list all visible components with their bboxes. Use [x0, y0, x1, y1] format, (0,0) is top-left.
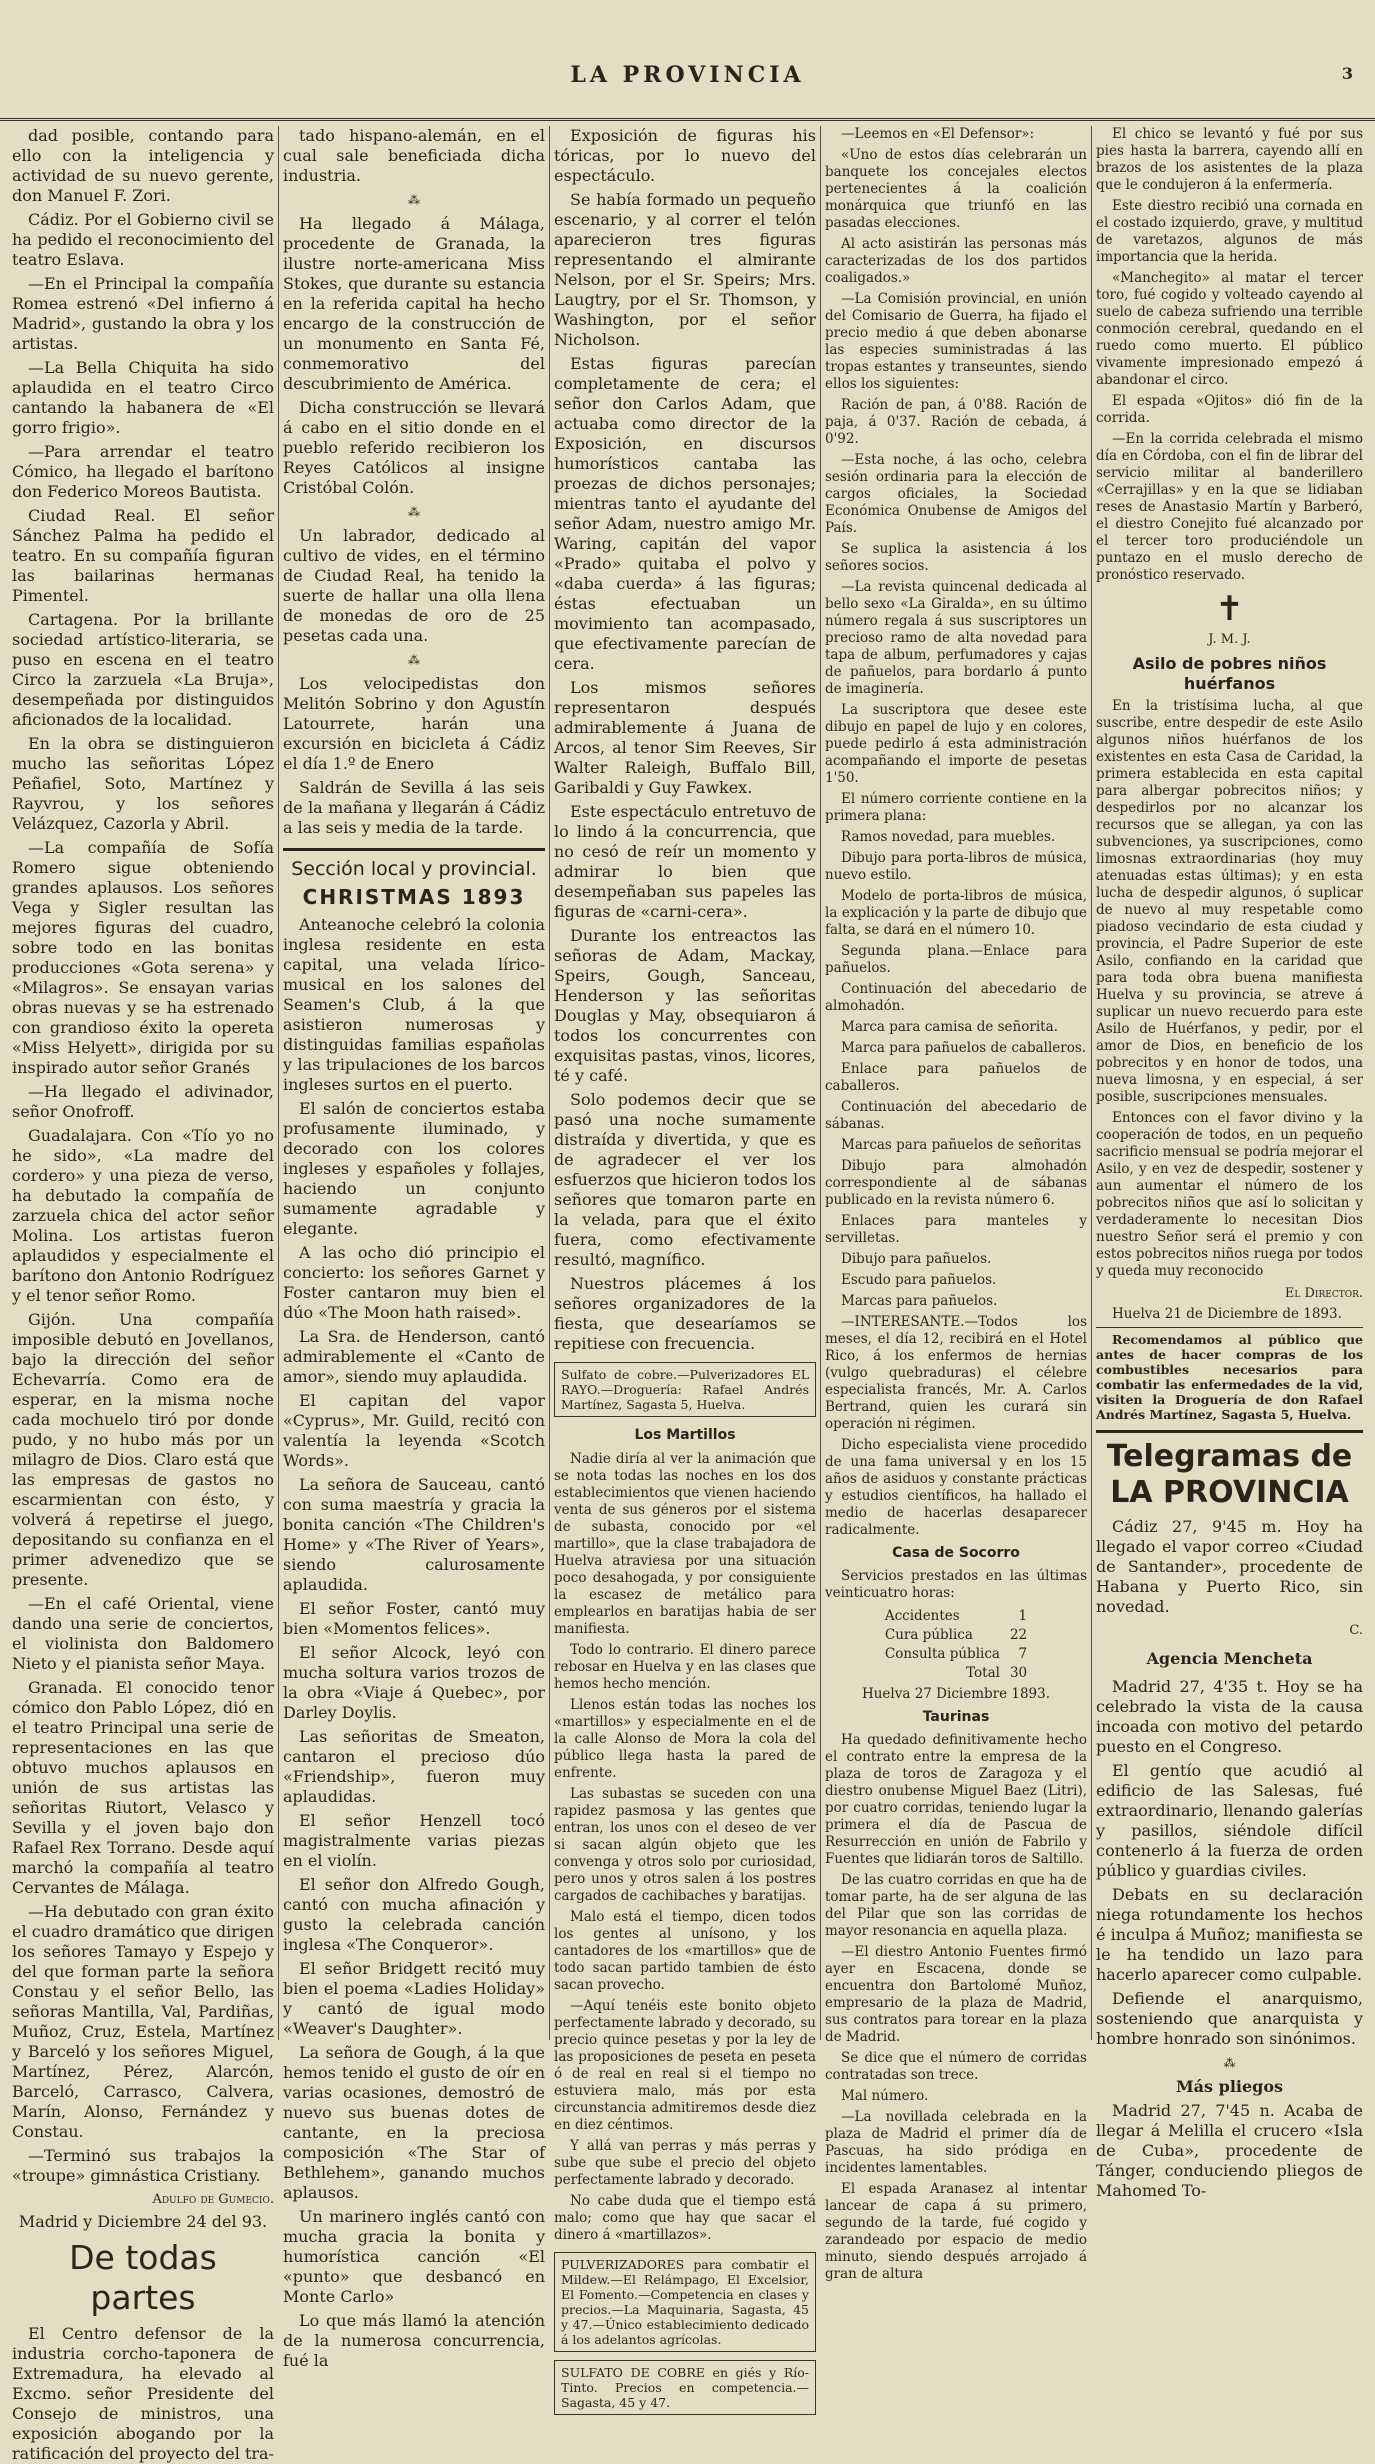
socorro-label: Accidentes [884, 1608, 960, 1624]
paragraph: El número corriente contiene en la primera plana: [825, 791, 1087, 824]
socorro-row [881, 1627, 1031, 1644]
paragraph: Continuación del abecedario de almohadón. [825, 981, 1087, 1014]
telegram-cadiz: Cádiz 27, 9'45 m. Hoy ha llegado el vapor correo «Ciudad de Santander», procedente de Habana y Puerto Rico, sin novedad. [1096, 1517, 1363, 1616]
taurinas-article [825, 1732, 1087, 2283]
article-title-pliegos: Más pliegos [1175, 2077, 1284, 2096]
paragraph: Marcas para pañuelos. [841, 1293, 998, 1309]
column-divider [278, 126, 279, 2040]
article-title-martillos: Los Martillos [634, 1427, 736, 1443]
paragraph: Marcas para pañuelos de señoritas [841, 1137, 1082, 1153]
paragraph: Nadie diría al ver la animación que se nota todas las noches en los dos establecimientos que vienen haciendo venta de sus géneros por el sistema de subasta, conocido por «el martillo», que la clase trabajadora de Huelva atraviesa por una situación poco desahogada, y por consiguiente la escasez de metálico para emplearlos en baratijas habia de ser manifiesta. [554, 1451, 816, 1637]
paragraph: —INTERESANTE.—Todos los meses, el día 12, recibirá en el Hotel Rico, á los enfermos de hernias (vulgo quebraduras) el célebre especialista francés, Mr. A. Carlos Bertrand, quien les curará sin operación ni régimen. [825, 1314, 1087, 1432]
paragraph: Dicha construcción se llevará á cabo en el sitio donde en el pueblo referido recibieron los Reyes Católicos al insigne Cristóbal Colón. [283, 398, 545, 497]
socorro-label: Cura pública [884, 1627, 973, 1643]
paragraph: Ración de pan, á 0'88. Ración de paja, á 0'37. Ración de cebada, á 0'92. [825, 397, 1087, 447]
article-title-asilo: Asilo de pobres niños huérfanos [1132, 654, 1327, 693]
paragraph: El señor Alcock, leyó con mucha soltura varios trozos de la obra «Viaje á Quebec», por Darley Doylis. [283, 1643, 545, 1722]
paragraph: —Ha debutado con gran éxito el cuadro dramático que dirigen los señores Tamayo y Espejo y del que forman parte la señora Constau y el señor Bello, las señoras Mantilla, Val, Pardiñas, Muñoz, Cruz, Estela, Martínez y Barceló y los señores Miguel, Martínez, Pérez, Alarcón, Barceló, Carrasco, Calvera, Marín, Alonso, Fernández y Constau. [12, 1902, 274, 2141]
socorro-total-row [881, 1665, 1031, 1682]
paragraph: —La novillada celebrada en la plaza de Madrid el primer día de Pascuas, ha sido pródiga en incidentes lamentables. [825, 2109, 1087, 2176]
column-divider [820, 126, 821, 2040]
section-title-telegramas: Telegramas de LA PROVINCIA [1096, 1430, 1363, 1511]
column-2 [283, 126, 545, 2370]
news-briefs [283, 126, 545, 838]
paragraph: —En la corrida celebrada el mismo día en Córdoba, con el fin de librar del servicio militar al banderillero «Cerrajillas» y en la que se lidiaban reses de Anastasio Martín y Barberó, el diestro Conejito fué alcanzado por el tercer toro produciéndole un puntazo en el muslo derecho de pronóstico reservado. [1096, 431, 1363, 583]
paragraph: Todo lo contrario. El dinero parece rebosar en Huelva y en las clases que hemos hecho mención. [554, 1642, 816, 1692]
section-title-local: Sección local y provincial. [283, 848, 545, 879]
paragraph: —En el café Oriental, viene dando una serie de conciertos, el violinista don Baldomero Nieto y el pianista señor Maya. [12, 1594, 274, 1673]
paragraph: —En el Principal la compañía Romea estrenó «Del infierno á Madrid», gustando la obra y los artistas. [12, 274, 274, 353]
paragraph: En la obra se distinguieron mucho las señoritas López Peñafiel, Soto, Martínez y Rayvrou, y los señores Velázquez, Cazorla y Abril. [12, 734, 274, 833]
socorro-date: Huelva 27 Diciembre 1893. [861, 1686, 1051, 1702]
christmas-article-continued [554, 126, 816, 1354]
paragraph: El espada Aranasez al intentar lancear de capa á su primero, segundo de la tarde, fué cogido y zarandeado por espacio de medio minuto, siendo después arrojado á gran de altura [825, 2181, 1087, 2282]
author-signature: Adulfo de Gumecio. [152, 2192, 274, 2207]
paragraph: «Uno de estos días celebrarán un banquete los concejales electos pertenecientes á la coalición monárquica que triunfó en las pasadas elecciones. [825, 147, 1087, 231]
paragraph: El chico se levantó y fué por sus pies hasta la barrera, cayendo allí en brazos de los asistentes de la plaza que le condujeron á la enfermería. [1096, 126, 1363, 193]
dateline: Madrid y Diciembre 24 del 93. [18, 2212, 268, 2231]
paragraph: Cartagena. Por la brillante sociedad artístico-literaria, se puso en escena en el teatro Circo la zarzuela «La Bruja», desempeñada por distinguidos aficionados de la localidad. [12, 610, 274, 729]
asylum-text: En la tristísima lucha, al que suscribe, entre despedir de este Asilo algunos niños huérfanos de los existentes en esta Casa de Caridad, la primera establecida en esta capital para albergar pobrecitos niños; y despedirlos por no alcanzar los recursos que se allegan, ya con las subvenciones, ya suscripciones, como limosnas extraordinarias (hoy muy atenuadas estas últimas); y en esta lucha de despedir algunos, ó suplicar de nuevo al muy respetable como piadoso vecindario de esta ciudad y provincia, el Padre Superior de este Asilo, confiando en la caridad que para toda obra buena manifiesta Huelva y su provincia, se atreve á suplicar un nuevo recuerdo para este Asilo de Huérfanos, y pedir, por el amor de Dios, en beneficio de los pobrecitos y en honor de todos, una nueva limosna, y en especial, á ser posible, suscripciones mensuales. [1096, 698, 1363, 1105]
paragraph: Guadalajara. Con «Tío yo no he sido», «La madre del cordero» y una pieza de verso, ha debutado la compañía de zarzuela chica del actor señor Molina. Los artistas fueron aplaudidos y especialmente el barítono don Antonio Rodríguez y el tenor señor Romo. [12, 1126, 274, 1305]
article-title-christmas: CHRISTMAS 1893 [302, 885, 526, 909]
recommendation-notice: Recomendamos al público que antes de hacer compras de los combustibles necesarios para combatir las enfermedades de la vid, visiten la Droguería de don Rafael Andrés Martínez, Sagasta 5, Huelva. [1096, 1327, 1363, 1422]
section-title-casa-socorro: Casa de Socorro [892, 1545, 1020, 1561]
paragraph: La suscriptora que desee este dibujo en papel de lujo y en colores, puede pedirlo á esta administración acompañando el importe de pesetas 1'50. [825, 702, 1087, 786]
paragraph: Al acto asistirán las personas más caracterizadas de los dos partidos coaligados.» [825, 236, 1087, 286]
paragraph: Debats en su declaración niega rotundamente los hechos é inculpa á Muñoz; manifiesta se le ha tendido un lazo para hacerlo aparecer como culpable. [1096, 1885, 1363, 1984]
paragraph: Durante los entreactos las señoras de Adam, Mackay, Speirs, Gough, Sanceau, Henderson y las señoritas Douglas y May, obsequiaron á todos los concurrentes con exquisitas pastas, vinos, licores, té y café. [554, 926, 816, 1085]
paragraph: Ciudad Real. El señor Sánchez Palma ha pedido el teatro. En su compañía figuran las bailarinas hermanas Pimentel. [12, 506, 274, 605]
paragraph: Dicho especialista viene procedido de una fama universal y en los 15 años de asiduos y constante prácticas y estudios científicos, ha hallado el medio de hacerlas desaparecer radicalmente. [825, 1437, 1087, 1538]
advertisement: PULVERIZADORES para combatir el Mildew.—El Relámpago, El Excelsior, El Fomento.—Competencia en clases y precios.—La Maquinaria, Sagasta, 45 y 47.—Único establecimiento dedicado á los adelantos agrícolas. [554, 2252, 816, 2352]
paragraph: —Ha llegado el adivinador, señor Onofroff. [12, 1082, 274, 1121]
paragraph: —La Comisión provincial, en unión del Comisario de Guerra, ha fijado el precio medio á que deben abonarse las especies suministradas á las tropas estantes y transeuntes, siendo ellos los siguientes: [825, 291, 1087, 392]
paragraph: Ha quedado definitivamente hecho el contrato entre la empresa de la plaza de toros de Zaragoza y el diestro onubense Miguel Baez (Litri), por cuatro corridas, teniendo lugar la primera el día de Pascua de Resurrección en unión de Fabrilo y Fuentes que lidiarán toros de Saltillo. [825, 1732, 1087, 1867]
paragraph: Anteanoche celebró la colonia inglesa residente en esta capital, una velada lírico-musical en los salones del Seamen's Club, á la que asistieron numerosas y distinguidas familias españolas y las tripulaciones de los barcos ingleses surtos en el puerto. [283, 915, 545, 1094]
paragraph: Solo podemos decir que se pasó una noche sumamente distraída y divertida, y que es de agradecer el ver los esfuerzos que hicieron todos los señores que tomaron parte en la velada, para que el éxito fuera, como efectivamente resultó, magnífico. [554, 1090, 816, 1269]
paragraph: Este diestro recibió una cornada en el costado izquierdo, grave, y multitud de varetazos, algunos de más importancia que la herida. [1096, 198, 1363, 265]
socorro-intro: Servicios prestados en las últimas veinticuatro horas: [825, 1568, 1087, 1601]
paragraph: A las ocho dió principio el concierto: los señores Garnet y Foster cantaron muy bien el dúo «The Moon hath raised». [283, 1243, 545, 1322]
theatre-news [12, 126, 274, 2186]
paragraph: Modelo de porta-libros de música, la explicación y la parte de dibujo que falta, se dará en el número 10. [825, 888, 1087, 938]
paragraph: Exposición de figuras his tóricas, por lo nuevo del espectáculo. [554, 126, 816, 185]
paragraph: De las cuatro corridas en que ha de tomar parte, ha de ser alguna de las del Pilar que son las corridas de mayor resonancia en aquella plaza. [825, 1872, 1087, 1939]
paragraph: —Terminó sus trabajos la «troupe» gimnástica Cristiany. [12, 2146, 274, 2185]
paragraph: Segunda plana.—Enlace para pañuelos. [825, 943, 1087, 976]
paragraph: Dibujo para porta-libros de música, nuevo estilo. [825, 850, 1087, 883]
socorro-value: 22 [1009, 1627, 1028, 1643]
paragraph: El señor Foster, cantó muy bien «Momentos felices». [283, 1599, 545, 1638]
asylum-date: Huelva 21 de Diciembre de 1893. [1112, 1306, 1342, 1322]
advertisement: SULFATO DE COBRE en giés y Río-Tinto. Precios en competencia.—Sagasta, 45 y 47. [554, 2360, 816, 2415]
paragraph: El señor Bridgett recitó muy bien el poema «Ladies Holiday» y cantó de igual modo «Weaver's Daughter». [283, 1959, 545, 2038]
paragraph: Escudo para pañuelos. [841, 1272, 997, 1288]
advertisement: Sulfato de cobre.—Pulverizadores EL RAYO.—Droguería: Rafael Andrés Martínez, Sagasta 5, Huelva. [554, 1362, 816, 1417]
paragraph: —Esta noche, á las ocho, celebra sesión ordinaria para la elección de cargos oficiales, la Sociedad Económica Onubense de Amigos del País. [825, 452, 1087, 536]
paragraph: Granada. El conocido tenor cómico don Pablo López, dió en el teatro Principal una serie de representaciones en las que obtuvo muchos aplausos en unión de sus artistas las señoritas Riutort, Velasco y Sevilla y el joven bajo don Rafael Rex Torrano. Desde aquí marchó la compañía al teatro Cervantes de Málaga. [12, 1678, 274, 1897]
paragraph: Dibujo para pañuelos. [841, 1251, 992, 1267]
paragraph: La señora de Sauceau, cantó con suma maestría y gracia la bonita canción «The Children's Home» y «The River of Years», siendo calurosamente aplaudida. [283, 1475, 545, 1594]
paragraph: Estas figuras parecían completamente de cera; el señor don Carlos Adam, que actuaba como director de la Exposición, en discursos humorísticos cantaba las proezas de dichos personajes; mientras tanto el ayudante del señor Adam, nuestro amigo Mr. Waring, capitán del vapor «Prado» quitaba el polvo y «daba cuerda» á las figuras; éstas efectuaban un movimiento tan acompasado, que efectivamente parecían de cera. [554, 354, 816, 673]
paragraph: Lo que más llamó la atención de la numerosa concurrencia, fué la [283, 2311, 545, 2370]
initials: J. M. J. [1208, 632, 1251, 647]
paragraph: Se había formado un pequeño escenario, y al correr el telón aparecieron tres figuras representando el almirante Nelson, por el Sr. Speirs; Mrs. Laugtry, por el Sr. Thomson, y Washington, por el señor Nicholson. [554, 190, 816, 349]
paragraph: Defiende el anarquismo, sosteniendo que anarquista y hombre honrado son sinónimos. [1096, 1989, 1363, 2048]
paragraph: Un marinero inglés cantó con mucha gracia la bonita y humorística canción «El «punto» que desbancó en Monte Carlo» [283, 2207, 545, 2306]
paragraph: Los mismos señores representaron después admirablemente á Juana de Arcos, al tenor Sim Reeves, Sir Walter Raleigh, Buffalo Bill, Garibaldi y Guy Fawkex. [554, 678, 816, 797]
christmas-article [283, 915, 545, 2371]
section-title-de-todas-partes: De todas partes [69, 2238, 217, 2317]
socorro-table [879, 1606, 1033, 1684]
paragraph: Un labrador, dedicado al cultivo de vides, en el término de Ciudad Real, ha tenido la suerte de hallar una olla llena de monedas de oro de 25 pesetas cada una. [283, 526, 545, 645]
paragraph: Continuación del abecedario de sábanas. [825, 1099, 1087, 1132]
paragraph: No cabe duda que el tiempo está malo; como que hay que sacar el dinero á «martillazos». [554, 2193, 816, 2243]
paragraph: Y allá van perras y más perras y sube que sube el precio del objeto perfectamente labrado y decorado. [554, 2138, 816, 2188]
paragraph: Los velocipedistas don Melitón Sobrino y don Agustín Latourrete, harán una excursión en bicicleta á Cádiz el día 1.º de Enero [283, 674, 545, 773]
martillos-article [554, 1451, 816, 2244]
column-1 [12, 126, 274, 2463]
paragraph: Se dice que el número de corridas contratadas son trece. [825, 2050, 1087, 2083]
paragraph: —La revista quincenal dedicada al bello sexo «La Giralda», en su último número regala á sus suscriptores un precioso ramo de alta novedad para tapa de album, perfumadores y cajas de pañuelos, para bordarlo á punto de imaginería. [825, 579, 1087, 697]
paragraph: Marca para camisa de señorita. [841, 1019, 1058, 1035]
paragraph: tado hispano-alemán, en el cual sale beneficiada dicha industria. [283, 126, 545, 185]
paragraph: Saldrán de Sevilla á las seis de la mañana y llegarán á Cádiz a las seis y media de la tarde. [283, 778, 545, 837]
paragraph: Enlaces para manteles y servilletas. [825, 1213, 1087, 1246]
socorro-row [881, 1646, 1031, 1663]
paragraph: El capitan del vapor «Cyprus», Mr. Guild, recitó con valentía la leyenda «Scotch Words». [283, 1391, 545, 1470]
paragraph: Este espectáculo entretuvo de lo lindo á la concurrencia, que no cesó de reír un momento y admirar lo bien que desempeñaban sus papeles las figuras de «carni-cera». [554, 802, 816, 921]
section-title-taurinas: Taurinas [922, 1709, 990, 1725]
cross-icon: ✝ [1215, 589, 1244, 629]
socorro-value: 7 [1018, 1646, 1028, 1662]
column-divider [1091, 126, 1092, 2040]
paragraph: Mal número. [841, 2088, 929, 2104]
paragraph: El señor don Alfredo Gough, cantó con mucha afinación y gusto la celebrada canción inglesa «The Conqueror». [283, 1875, 545, 1954]
paragraph: La señora de Gough, á la que hemos tenido el gusto de oír en varias ocasiones, demostró de nuevo sus buenas dotes de cantante, en la preciosa composición «The Star of Bethlehem», ganando muchos aplausos. [283, 2043, 545, 2202]
paragraph: Malo está el tiempo, dicen todos los gentes al unísono, y los cantadores de los «martillos» que de todo sacan partido tambien de ésto sacan provecho. [554, 1909, 816, 1993]
paragraph: dad posible, contando para ello con la inteligencia y actividad de su nuevo gerente, don Manuel F. Zori. [12, 126, 274, 205]
telegram-madrid [1096, 1677, 1363, 2049]
socorro-total-label: Total [966, 1665, 1000, 1681]
paragraph: Las subastas se suceden con una rapidez pasmosa y las gentes que entran, los unos con el deseo de ver si sacan algún objeto que les convenga y otros solo por curiosidad, pero unos y otros salen á los postres cargados de cachibaches y baratijas. [554, 1786, 816, 1904]
paragraph: Madrid 27, 4'35 t. Hoy se ha celebrado la vista de la causa incoada con motivo del petardo puesto en el Congreso. [1096, 1677, 1363, 1756]
paragraph: —Aquí tenéis este bonito objeto perfectamente labrado y decorado, su precio quince pesetas y por la ley de las proposiciones de peseta en peseta ó de real en real si el tiempo no estuviera malo, más por esta circunstancia admitiremos desde diez en diez céntimos. [554, 1998, 816, 2133]
column-divider [549, 126, 550, 2040]
separator-stars: ⁂ [408, 505, 420, 519]
asylum-signature: El Director. [1284, 1286, 1363, 1301]
paragraph: Nuestros plácemes á los señores organizadores de la fiesta, que desearíamos se repitiese con frecuencia. [554, 1274, 816, 1353]
paragraph: —Para arrendar el teatro Cómico, ha llegado el barítono don Federico Moreos Bautista. [12, 442, 274, 501]
local-notices [825, 126, 1087, 1539]
paragraph: Se suplica la asistencia á los señores socios. [825, 541, 1087, 574]
paragraph: Llenos están todas las noches los «martillos» y especialmente en el de la calle Alonso de Mora la cola del público llega hasta la pared de enfrente. [554, 1697, 816, 1781]
paragraph: Marca para pañuelos de caballeros. [841, 1040, 1087, 1056]
socorro-row [881, 1608, 1031, 1625]
column-4 [825, 126, 1087, 2282]
paragraph: El señor Henzell tocó magistralmente varias piezas en el violín. [283, 1811, 545, 1870]
paragraph: El salón de conciertos estaba profusamente iluminado, y decorado con los colores ingleses y españoles y follajes, haciendo un conjunto sumamente agradable y elegante. [283, 1099, 545, 1238]
paragraph: «Manchegito» al matar el tercer toro, fué cogido y volteado cayendo al suelo de cabeza sufriendo una terrible conmoción cerebral, quedando en el ruedo como muerto. El público vivamente impresionado empezó á abandonar el circo. [1096, 270, 1363, 388]
bullfight-news [1096, 126, 1363, 584]
separator-stars: ⁂ [1223, 2056, 1236, 2070]
paragraph: Ramos novedad, para muebles. [841, 829, 1056, 845]
paragraph: —El diestro Antonio Fuentes firmó ayer en Escacena, donde se encuentra don Bartolomé Muñoz, empresario de la plaza de Madrid, sus contratos para torear en la plaza de Madrid. [825, 1944, 1087, 2045]
column-5 [1096, 126, 1363, 2200]
separator-stars: ⁂ [408, 653, 420, 667]
column-3 [554, 126, 816, 2410]
paragraph: Las señoritas de Smeaton, cantaron el precioso dúo «Friendship», fueron muy aplaudidas. [283, 1727, 545, 1806]
paragraph: Gijón. Una compañía imposible debutó en Jovellanos, bajo la dirección del señor Echevarría. Como era de esperar, en la misma noche cada mochuelo tiró por donde pudo, y no hubo más por un milagro de Dios. Claro está que las empresas de gastos no escarmientan con ésto, y volverá á repetirse el juego, depositando su confianza en el primer advenedizo que se presente. [12, 1310, 274, 1589]
paragraph: La Sra. de Henderson, cantó admirablemente el «Canto de amor», siendo muy aplaudida. [283, 1327, 545, 1386]
paragraph: Cádiz. Por el Gobierno civil se ha pedido el reconocimiento del teatro Eslava. [12, 210, 274, 269]
paragraph: Ha llegado á Málaga, procedente de Granada, la ilustre norte-americana Miss Stokes, que durante su estancia en la referida capital ha hecho encargo de la construcción de un monumento en Santa Fé, conmemorativo del descubrimiento de América. [283, 214, 545, 393]
masthead [0, 0, 1375, 121]
paragraph: El espada «Ojitos» dió fin de la corrida. [1096, 393, 1363, 426]
separator-stars: ⁂ [408, 193, 420, 207]
newspaper-title: LA PROVINCIA [570, 62, 805, 88]
paragraph: —La compañía de Sofía Romero sigue obteniendo grandes aplausos. Los señores Vega y Sigler resultan las mejores figuras del cuadro, sobre todo en las bonitas producciones «Gota serena» y «Milagros». Se ensayan varias obras nuevas y se ha estrenado con grandioso éxito la opereta «Miss Helyett», dirigida por su inspirado autor señor Granés [12, 838, 274, 1077]
asylum-text-2: Entonces con el favor divino y la cooperación de todos, en un pequeño sacrificio mensual se podría mejorar el Asilo, y en vez de despedir, sostener y aun aumentar el número de los pobrecitos niños que así lo solicitan y verdaderamente lo necesitan Dios nuestro Señor será el premio y con estos pobrecitos niños ruega por todos y queda muy reconocido [1096, 1110, 1363, 1279]
socorro-total-value: 30 [1009, 1665, 1028, 1681]
paragraph: —La Bella Chiquita ha sido aplaudida en el teatro Circo cantando la habanera de «El gorro frigio». [12, 358, 274, 437]
socorro-value: 1 [1018, 1608, 1028, 1624]
telegram-pliegos: Madrid 27, 7'45 n. Acaba de llegar á Melilla el crucero «Isla de Cuba», procedente de Tánger, conduciendo pliegos de Mahomed To- [1096, 2101, 1363, 2200]
socorro-label: Consulta pública [884, 1646, 1000, 1662]
article-text: El Centro defensor de la industria corcho-taponera de Extremadura, ha elevado al Excmo. señor Presidente del Consejo de ministros, una exposición abogando por la ratificación del proyecto del tra- [12, 2324, 274, 2463]
paragraph: —Leemos en «El Defensor»: [841, 126, 1035, 142]
paragraph: El gentío que acudió al edificio de las Salesas, fué extraordinario, llenando galerías y pasillos, siéndole difícil contenerlo á la fuerza de orden público y guardias civiles. [1096, 1761, 1363, 1880]
paragraph: Enlace para pañuelos de caballeros. [825, 1061, 1087, 1094]
page-number: 3 [1341, 64, 1353, 83]
telegram-signature: C. [1349, 1623, 1363, 1638]
agency-title: Agencia Mencheta [1146, 1649, 1313, 1668]
paragraph: Dibujo para almohadón correspondiente al de sábanas publicado en la revista número 6. [825, 1158, 1087, 1208]
